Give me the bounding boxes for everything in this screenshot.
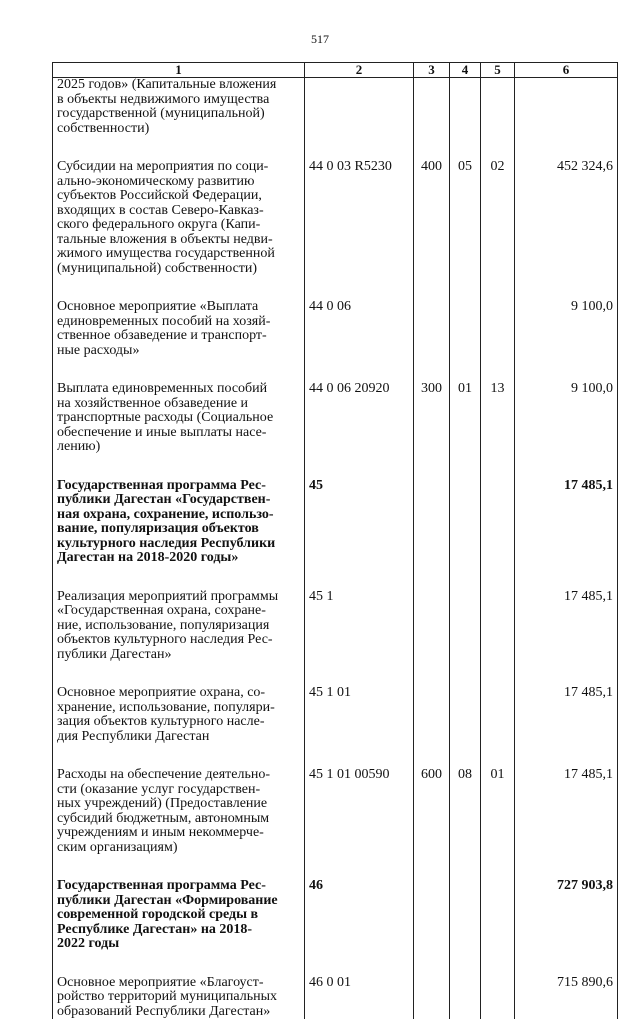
budget-code-cell xyxy=(305,590,414,663)
section-code: 05 xyxy=(458,159,472,174)
budget-code: 45 1 xyxy=(309,589,334,604)
spacer-cell xyxy=(515,455,618,479)
subsection-code-cell xyxy=(481,382,515,455)
table-row xyxy=(53,160,618,276)
section-code-cell xyxy=(450,686,481,744)
spacer-cell xyxy=(53,276,305,300)
row-spacer xyxy=(53,662,618,686)
spacer-cell xyxy=(515,136,618,160)
spacer-cell xyxy=(515,276,618,300)
budget-code-cell xyxy=(305,78,414,137)
amount-cell xyxy=(515,879,618,952)
budget-code: 44 0 06 20920 xyxy=(309,381,390,396)
amount-cell xyxy=(515,976,618,1019)
section-code-cell xyxy=(450,300,481,358)
amount-cell xyxy=(515,382,618,455)
column-header: 4 xyxy=(450,63,481,78)
row-spacer xyxy=(53,952,618,976)
spacer-cell xyxy=(414,455,450,479)
row-name-cell xyxy=(53,879,305,952)
expense-type-cell xyxy=(414,879,450,952)
row-name: Выплата единовременных пособий на хозяйственное обзаведение и транспортные расходы (Социальное обеспечение и иные выплаты насе- лению) xyxy=(57,382,300,455)
spacer-cell xyxy=(414,662,450,686)
subsection-code-cell xyxy=(481,686,515,744)
budget-code: 45 1 01 00590 xyxy=(309,767,390,782)
spacer-cell xyxy=(305,136,414,160)
row-spacer xyxy=(53,566,618,590)
row-name: Расходы на обеспечение деятельно- сти (оказание услуг государствен- ных учреждений) (Предоставление субсидий бюджетным, автономным учреждениям и иным некоммерче- ским организациям) xyxy=(57,768,300,855)
row-name-cell xyxy=(53,686,305,744)
spacer-cell xyxy=(515,855,618,879)
table-row xyxy=(53,300,618,358)
amount: 452 324,6 xyxy=(557,159,613,174)
row-name: Реализация мероприятий программы «Государственная охрана, сохране- ние, использование, популяризация объектов культурного наследия Рес- публики Дагестан» xyxy=(57,590,300,663)
section-code-cell xyxy=(450,590,481,663)
table-row xyxy=(53,590,618,663)
budget-code: 45 xyxy=(309,478,323,493)
spacer-cell xyxy=(450,662,481,686)
column-header: 1 xyxy=(53,63,305,78)
spacer-cell xyxy=(305,358,414,382)
row-name-cell xyxy=(53,160,305,276)
section-code-cell xyxy=(450,976,481,1019)
spacer-cell xyxy=(481,136,515,160)
spacer-cell xyxy=(450,276,481,300)
table-row xyxy=(53,479,618,566)
spacer-cell xyxy=(481,358,515,382)
spacer-cell xyxy=(53,662,305,686)
spacer-cell xyxy=(305,455,414,479)
row-name-cell xyxy=(53,479,305,566)
amount-cell xyxy=(515,78,618,137)
row-name: Основное мероприятие «Выплата единовременных пособий на хозяй- ственное обзаведение и транспорт- ные расходы» xyxy=(57,300,300,358)
budget-code: 44 0 06 xyxy=(309,299,351,314)
spacer-cell xyxy=(53,744,305,768)
expense-type-cell xyxy=(414,479,450,566)
spacer-cell xyxy=(515,744,618,768)
spacer-cell xyxy=(305,276,414,300)
expense-type-cell xyxy=(414,300,450,358)
spacer-cell xyxy=(53,136,305,160)
table-row xyxy=(53,686,618,744)
column-header: 6 xyxy=(515,63,618,78)
spacer-cell xyxy=(450,744,481,768)
subsection-code-cell xyxy=(481,768,515,855)
spacer-cell xyxy=(53,566,305,590)
budget-code: 44 0 03 R5230 xyxy=(309,159,392,174)
spacer-cell xyxy=(515,662,618,686)
budget-code: 46 xyxy=(309,878,323,893)
spacer-cell xyxy=(450,136,481,160)
spacer-cell xyxy=(414,744,450,768)
budget-code-cell xyxy=(305,160,414,276)
spacer-cell xyxy=(515,358,618,382)
spacer-cell xyxy=(414,566,450,590)
budget-code: 46 0 01 xyxy=(309,975,351,990)
expense-type-cell xyxy=(414,78,450,137)
amount: 727 903,8 xyxy=(557,878,613,893)
spacer-cell xyxy=(515,952,618,976)
table-body xyxy=(53,78,618,1019)
row-name: Субсидии на мероприятия по соци- ально-экономическому развитию субъектов Российской Федерации, входящих в состав Северо-Кавказ- ского федерального округа (Капи- тальные вложения в объекты недви- жимого имущества государственной (муниципальной) собственности) xyxy=(57,160,300,276)
row-name: Основное мероприятие «Благоуст- ройство территорий муниципальных образований Республики Дагестан» xyxy=(57,976,300,1019)
amount-cell xyxy=(515,686,618,744)
table-header-row xyxy=(53,63,618,78)
spacer-cell xyxy=(450,455,481,479)
row-name: Государственная программа Рес- публики Дагестан «Формирование современной городской среды в Республике Дагестан» на 2018- 2022 годы xyxy=(57,879,300,952)
expense-type: 600 xyxy=(421,767,442,782)
amount: 9 100,0 xyxy=(571,381,613,396)
budget-code-cell xyxy=(305,879,414,952)
row-spacer xyxy=(53,455,618,479)
row-name-cell xyxy=(53,300,305,358)
spacer-cell xyxy=(414,952,450,976)
expense-type-cell xyxy=(414,382,450,455)
section-code-cell xyxy=(450,479,481,566)
table-row xyxy=(53,78,618,137)
table-row xyxy=(53,768,618,855)
spacer-cell xyxy=(481,744,515,768)
amount: 17 485,1 xyxy=(564,685,613,700)
amount-cell xyxy=(515,300,618,358)
row-spacer xyxy=(53,744,618,768)
row-name-cell xyxy=(53,78,305,137)
amount-cell xyxy=(515,768,618,855)
spacer-cell xyxy=(481,662,515,686)
column-header: 2 xyxy=(305,63,414,78)
table-row xyxy=(53,976,618,1019)
spacer-cell xyxy=(53,952,305,976)
section-code-cell xyxy=(450,78,481,137)
spacer-cell xyxy=(305,952,414,976)
spacer-cell xyxy=(53,358,305,382)
spacer-cell xyxy=(450,952,481,976)
subsection-code-cell xyxy=(481,160,515,276)
spacer-cell xyxy=(414,276,450,300)
spacer-cell xyxy=(450,358,481,382)
subsection-code-cell xyxy=(481,479,515,566)
amount: 9 100,0 xyxy=(571,299,613,314)
row-spacer xyxy=(53,855,618,879)
amount: 715 890,6 xyxy=(557,975,613,990)
spacer-cell xyxy=(515,566,618,590)
budget-code-cell xyxy=(305,976,414,1019)
section-code-cell xyxy=(450,879,481,952)
spacer-cell xyxy=(450,855,481,879)
row-name-cell xyxy=(53,768,305,855)
expense-type-cell xyxy=(414,768,450,855)
page-number: 517 xyxy=(0,32,640,47)
row-spacer xyxy=(53,358,618,382)
amount: 17 485,1 xyxy=(564,478,613,493)
budget-code-cell xyxy=(305,768,414,855)
spacer-cell xyxy=(414,855,450,879)
subsection-code-cell xyxy=(481,879,515,952)
spacer-cell xyxy=(481,566,515,590)
expense-type: 400 xyxy=(421,159,442,174)
budget-table xyxy=(52,62,618,1019)
spacer-cell xyxy=(305,662,414,686)
expense-type-cell xyxy=(414,590,450,663)
spacer-cell xyxy=(53,455,305,479)
subsection-code: 01 xyxy=(491,767,505,782)
budget-code: 45 1 01 xyxy=(309,685,351,700)
amount-cell xyxy=(515,479,618,566)
budget-code-cell xyxy=(305,479,414,566)
row-name-cell xyxy=(53,976,305,1019)
section-code: 08 xyxy=(458,767,472,782)
subsection-code-cell xyxy=(481,78,515,137)
spacer-cell xyxy=(53,855,305,879)
amount-cell xyxy=(515,160,618,276)
row-name: Основное мероприятие охрана, со- хранение, использование, популяри- зация объектов культурного насле- дия Республики Дагестан xyxy=(57,686,300,744)
subsection-code-cell xyxy=(481,590,515,663)
budget-code-cell xyxy=(305,382,414,455)
spacer-cell xyxy=(481,455,515,479)
spacer-cell xyxy=(481,855,515,879)
row-name-cell xyxy=(53,382,305,455)
spacer-cell xyxy=(414,358,450,382)
expense-type-cell xyxy=(414,976,450,1019)
section-code-cell xyxy=(450,160,481,276)
subsection-code-cell xyxy=(481,976,515,1019)
section-code-cell xyxy=(450,382,481,455)
expense-type-cell xyxy=(414,160,450,276)
amount: 17 485,1 xyxy=(564,767,613,782)
section-code: 01 xyxy=(458,381,472,396)
row-name-cell xyxy=(53,590,305,663)
spacer-cell xyxy=(305,566,414,590)
row-spacer xyxy=(53,276,618,300)
subsection-code-cell xyxy=(481,300,515,358)
column-header: 5 xyxy=(481,63,515,78)
spacer-cell xyxy=(305,855,414,879)
column-header: 3 xyxy=(414,63,450,78)
spacer-cell xyxy=(450,566,481,590)
budget-code-cell xyxy=(305,686,414,744)
section-code-cell xyxy=(450,768,481,855)
expense-type: 300 xyxy=(421,381,442,396)
expense-type-cell xyxy=(414,686,450,744)
spacer-cell xyxy=(481,276,515,300)
subsection-code: 13 xyxy=(491,381,505,396)
row-name: 2025 годов» (Капитальные вложения в объекты недвижимого имущества государственной (муниципальной) собственности) xyxy=(57,78,300,136)
row-name: Государственная программа Рес- публики Дагестан «Государствен- ная охрана, сохранение, использо- вание, популяризация объектов культурного наследия Республики Дагестан на 2018-2020 годы» xyxy=(57,479,300,566)
spacer-cell xyxy=(414,136,450,160)
subsection-code: 02 xyxy=(491,159,505,174)
spacer-cell xyxy=(305,744,414,768)
budget-code-cell xyxy=(305,300,414,358)
amount: 17 485,1 xyxy=(564,589,613,604)
amount-cell xyxy=(515,590,618,663)
table-row xyxy=(53,879,618,952)
table-row xyxy=(53,382,618,455)
spacer-cell xyxy=(481,952,515,976)
row-spacer xyxy=(53,136,618,160)
